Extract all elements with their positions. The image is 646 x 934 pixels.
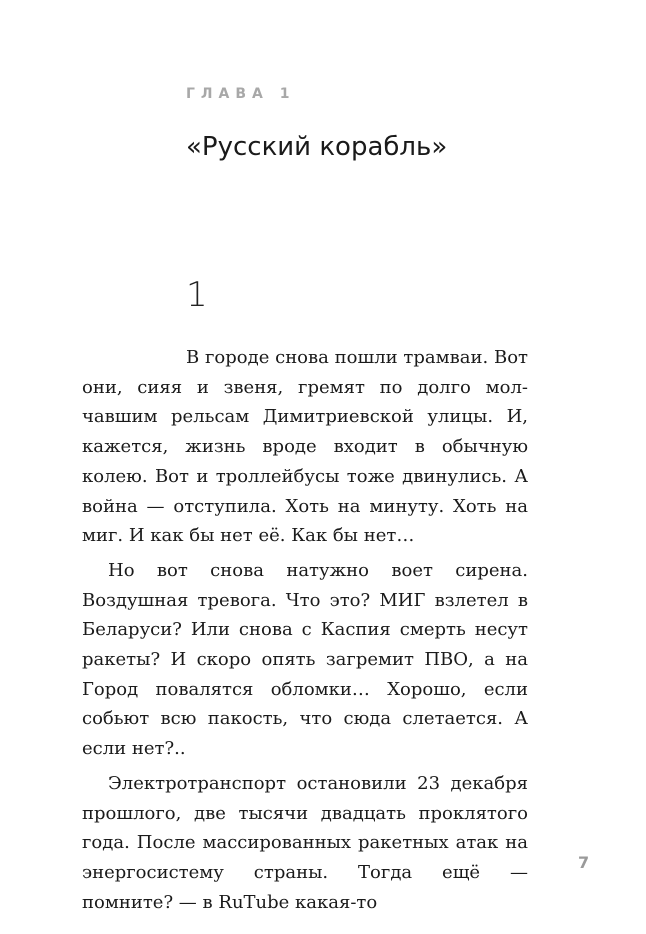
page-number: 7 [578,853,590,872]
body-text [82,343,528,922]
paragraph-2: Но вот снова натужно воет сирена. Воздушная тревога. Что это? МИГ взлетел в Беларуси? Или снова с Каспия смерть несут ракеты? И скоро опять загремит ПВО, а на Город повалятся обломки… Хорошо, если собьют всю пакость, что сюда слетается. А если нет?.. [82,559,528,760]
chapter-title: «Русский корабль» [186,132,448,162]
paragraph-3: Электротранспорт остановили 23 декабря прошлого, две тысячи двадцать проклятого года. После массированных ракетных атак на энергосистему страны. Тогда ещё — помните? — в RuTube какая-то [82,772,528,913]
chapter-label: ГЛАВА 1 [186,86,296,102]
section-number: 1 [186,275,208,315]
paragraph-1: В городе снова пошли трамваи. Вот они, сияя и звеня, гремят по долго молчавшим рельсам Димитриевской улицы. И, кажется, жизнь вроде входит в обычную колею. Вот и троллейбусы тоже двинулись. А война — отступила. Хоть на минуту. Хоть на миг. И как бы нет её. Как бы нет… [82,347,528,547]
